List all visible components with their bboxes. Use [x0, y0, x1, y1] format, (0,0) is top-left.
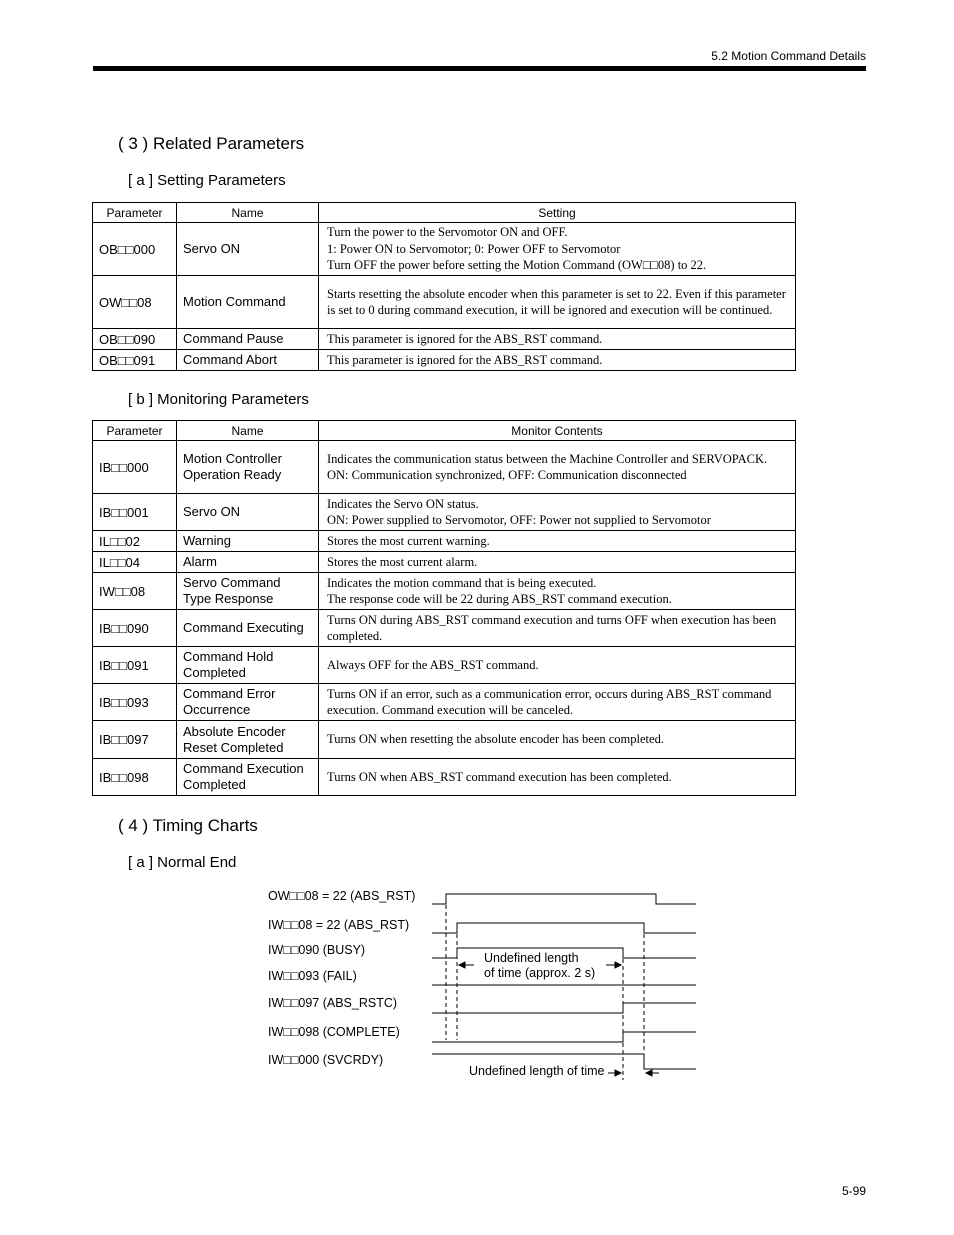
signal-label: OW□□08 = 22 (ABS_RST) — [268, 889, 416, 903]
setting-cell: Starts resetting the absolute encoder when this parameter is set to 22. Even if this parameter is set to 0 during command execution, it will be ignored and execution will be continued. — [319, 276, 796, 329]
parameter-cell: IB□□097 — [93, 721, 177, 759]
undefined-time-note: Undefined length of time — [469, 1064, 605, 1078]
parameter-cell: IB□□091 — [93, 647, 177, 684]
signal-label: IW□□097 (ABS_RSTC) — [268, 996, 398, 1010]
arrow-head — [615, 1070, 621, 1076]
waveform-svcrdy — [432, 1054, 696, 1069]
parameter-cell: OB□□091 — [93, 350, 177, 371]
heading-normal-end: [ a ] Normal End — [128, 854, 237, 871]
waveform-abs-rstc — [432, 1003, 696, 1013]
signal-label: IW□□090 (BUSY) — [268, 943, 366, 957]
name-cell: Motion Controller Operation Ready — [177, 441, 319, 494]
monitor-cell: Indicates the communication status between the Machine Controller and SERVOPACK. ON: Communication synchronized, OFF: Communication disconnected — [319, 441, 796, 494]
column-header: Setting — [319, 203, 796, 223]
section-header: 5.2 Motion Command Details — [711, 49, 866, 63]
waveform-ow08 — [432, 894, 696, 904]
monitor-cell: Always OFF for the ABS_RST command. — [319, 647, 796, 684]
parameter-cell: IL□□04 — [93, 552, 177, 573]
monitor-cell: Stores the most current alarm. — [319, 552, 796, 573]
monitor-cell: Stores the most current warning. — [319, 531, 796, 552]
name-cell: Alarm — [177, 552, 319, 573]
name-cell: Motion Command — [177, 276, 319, 329]
monitor-cell: Turns ON if an error, such as a communication error, occurs during ABS_RST command execution. Command execution will be canceled. — [319, 684, 796, 721]
column-header: Monitor Contents — [319, 421, 796, 441]
parameter-cell: OW□□08 — [93, 276, 177, 329]
column-header: Name — [177, 203, 319, 223]
name-cell: Command Abort — [177, 350, 319, 371]
parameter-cell: OB□□000 — [93, 223, 177, 276]
parameter-cell: IL□□02 — [93, 531, 177, 552]
undefined-time-note: Undefined length of time (approx. 2 s) — [484, 951, 596, 980]
monitor-cell: Turns ON during ABS_RST command execution and turns OFF when execution has been completed. — [319, 610, 796, 647]
setting-cell: Turn the power to the Servomotor ON and OFF. 1: Power ON to Servomotor; 0: Power OFF to Servomotor Turn OFF the power before setting the Motion Command (OW□□08) to 22. — [319, 223, 796, 276]
name-cell: Warning — [177, 531, 319, 552]
signal-label: IW□□000 (SVCRDY) — [268, 1053, 384, 1067]
parameter-cell: IB□□098 — [93, 759, 177, 796]
arrow-head — [646, 1070, 652, 1076]
column-header: Parameter — [93, 203, 177, 223]
page-number: 5-99 — [841, 1184, 866, 1198]
monitor-cell: Turns ON when ABS_RST command execution has been completed. — [319, 759, 796, 796]
parameter-cell: IB□□001 — [93, 494, 177, 531]
signal-label: IW□□08 = 22 (ABS_RST) — [268, 918, 410, 932]
waveform-busy — [432, 948, 696, 958]
arrow-head — [615, 962, 621, 968]
signal-label: IW□□098 (COMPLETE) — [268, 1025, 400, 1039]
arrow-head — [459, 962, 465, 968]
waveform-complete — [432, 1032, 696, 1042]
name-cell: Servo ON — [177, 494, 319, 531]
name-cell: Command Hold Completed — [177, 647, 319, 684]
setting-cell: This parameter is ignored for the ABS_RST command. — [319, 329, 796, 350]
name-cell: Command Execution Completed — [177, 759, 319, 796]
monitor-cell: Turns ON when resetting the absolute encoder has been completed. — [319, 721, 796, 759]
heading-monitoring-parameters: [ b ] Monitoring Parameters — [128, 391, 309, 408]
monitor-cell: Indicates the motion command that is being executed. The response code will be 22 during ABS_RST command execution. — [319, 573, 796, 610]
name-cell: Absolute Encoder Reset Completed — [177, 721, 319, 759]
waveform-iw08 — [432, 923, 696, 933]
name-cell: Servo Command Type Response — [177, 573, 319, 610]
name-cell: Command Error Occurrence — [177, 684, 319, 721]
signal-label: IW□□093 (FAIL) — [268, 969, 357, 983]
name-cell: Servo ON — [177, 223, 319, 276]
heading-setting-parameters: [ a ] Setting Parameters — [128, 172, 286, 189]
column-header: Name — [177, 421, 319, 441]
parameter-cell: OB□□090 — [93, 329, 177, 350]
monitor-cell: Indicates the Servo ON status. ON: Power supplied to Servomotor, OFF: Power not supplied to Servomotor — [319, 494, 796, 531]
name-cell: Command Executing — [177, 610, 319, 647]
heading-related-parameters: ( 3 ) Related Parameters — [118, 134, 305, 153]
column-header: Parameter — [93, 421, 177, 441]
name-cell: Command Pause — [177, 329, 319, 350]
parameter-cell: IW□□08 — [93, 573, 177, 610]
parameter-cell: IB□□090 — [93, 610, 177, 647]
parameter-cell: IB□□000 — [93, 441, 177, 494]
parameter-cell: IB□□093 — [93, 684, 177, 721]
heading-timing-charts: ( 4 ) Timing Charts — [118, 816, 258, 835]
setting-cell: This parameter is ignored for the ABS_RST command. — [319, 350, 796, 371]
